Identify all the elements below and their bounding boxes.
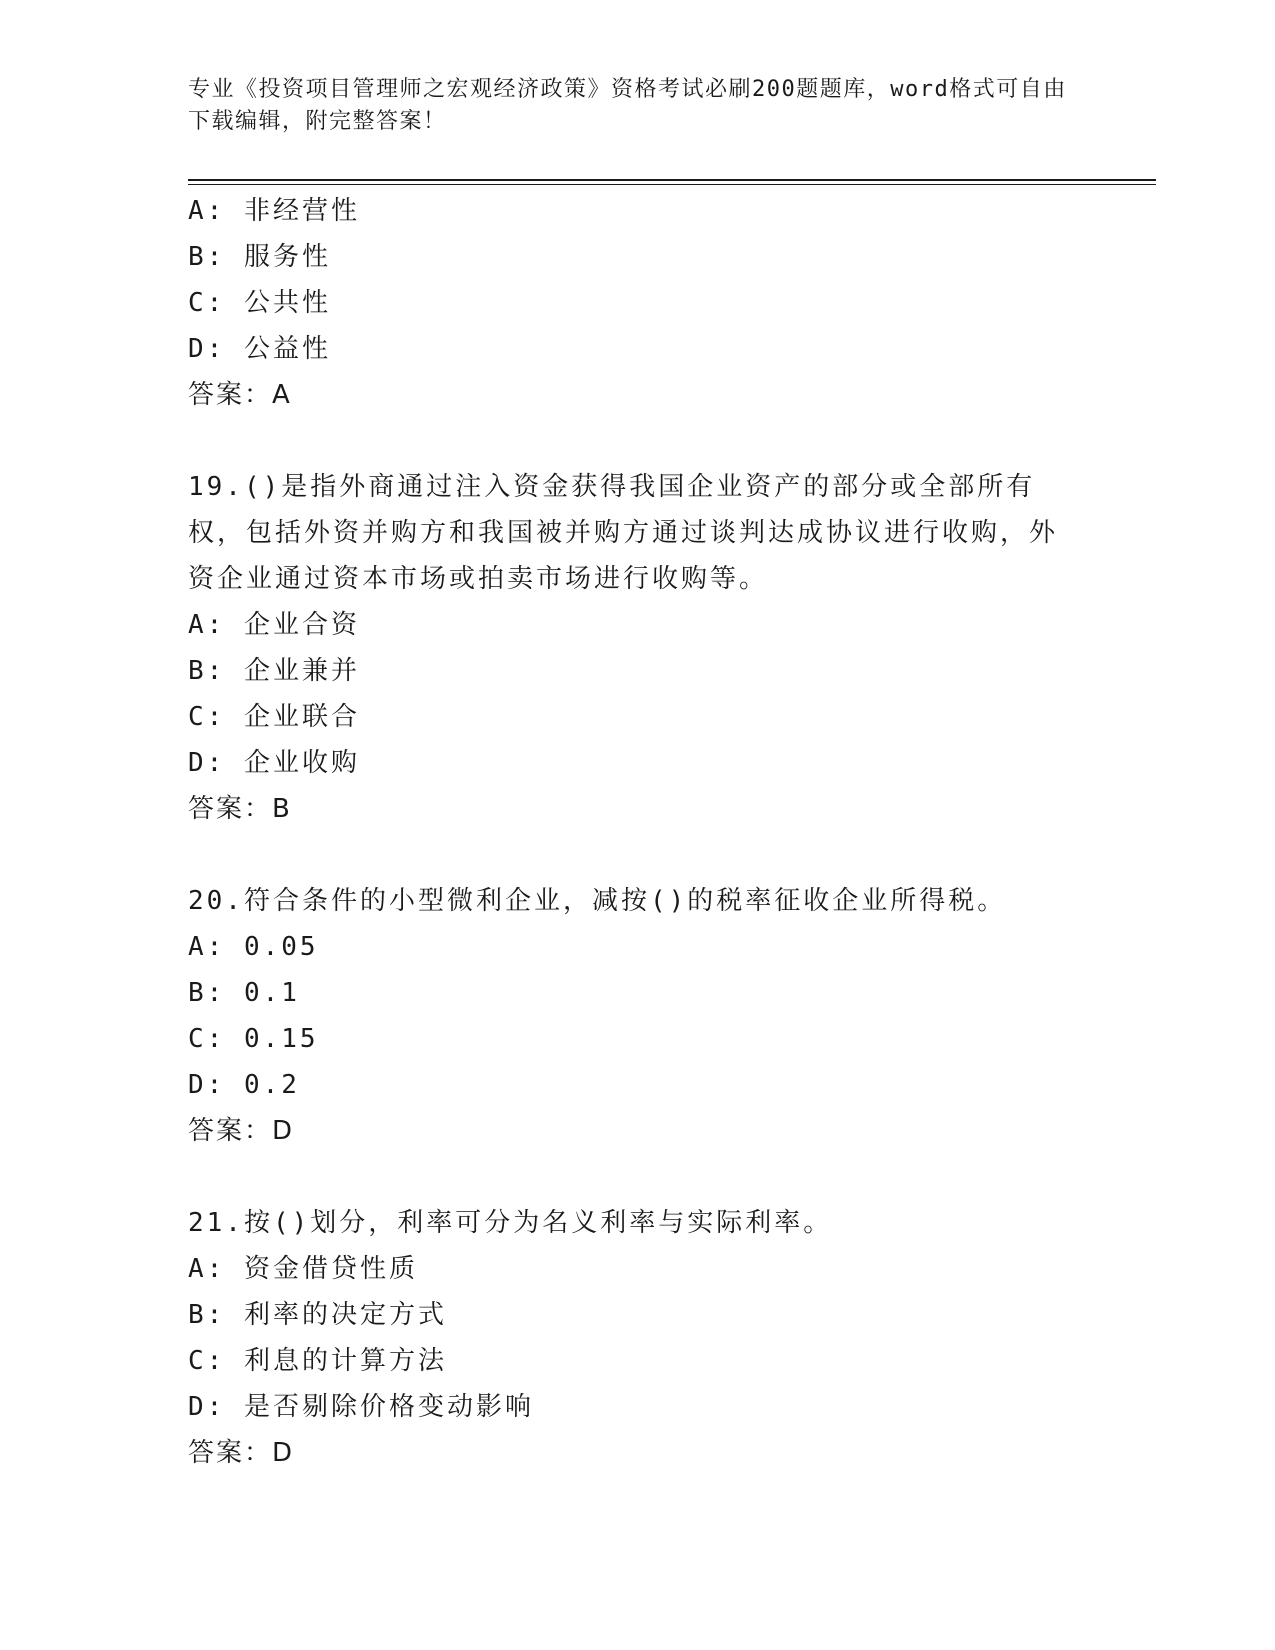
question-stem: 19.()是指外商通过注入资金获得我国企业资产的部分或全部所有权，包括外资并购方和我国被并购方通过谈判达成协议进行收购，外资企业通过资本市场或拍卖市场进行收购等。 [188, 472, 1059, 594]
option-d: D: 是否剔除价格变动影响 [188, 1392, 534, 1422]
question-stem: 21.按()划分，利率可分为名义利率与实际利率。 [188, 1208, 833, 1238]
option-b: B: 利率的决定方式 [188, 1300, 447, 1330]
option-a: A: 企业合资 [188, 610, 360, 640]
option-a: A: 0.05 [188, 932, 319, 962]
spacer [188, 418, 1078, 464]
option-a: A: 非经营性 [188, 196, 360, 226]
question-18 [188, 188, 1078, 418]
question-stem: 20.符合条件的小型微利企业，减按()的税率征收企业所得税。 [188, 886, 1007, 916]
question-20 [188, 878, 1078, 1154]
header-divider [188, 179, 1156, 181]
option-c: C: 企业联合 [188, 702, 360, 732]
option-b: B: 0.1 [188, 978, 300, 1008]
option-d: D: 公益性 [188, 334, 331, 364]
option-c: C: 0.15 [188, 1024, 319, 1054]
answer-line: 答案：B [188, 794, 292, 824]
option-b: B: 服务性 [188, 242, 331, 272]
question-19 [188, 464, 1078, 832]
option-c: C: 利息的计算方法 [188, 1346, 447, 1376]
answer-line: 答案：D [188, 1116, 295, 1146]
header-title: 专业《投资项目管理师之宏观经济政策》资格考试必刷200题题库，word格式可自由下载编辑，附完整答案！ [188, 77, 1067, 134]
spacer [188, 1154, 1078, 1200]
spacer [188, 832, 1078, 878]
page-header [188, 74, 1068, 138]
option-c: C: 公共性 [188, 288, 331, 318]
option-d: D: 0.2 [188, 1070, 300, 1100]
header-divider-thin [188, 184, 1156, 185]
question-list [188, 188, 1078, 1476]
answer-line: 答案：D [188, 1438, 295, 1468]
option-a: A: 资金借贷性质 [188, 1254, 418, 1284]
option-b: B: 企业兼并 [188, 656, 360, 686]
option-d: D: 企业收购 [188, 748, 360, 778]
answer-line: 答案：A [188, 380, 292, 410]
question-21 [188, 1200, 1078, 1476]
